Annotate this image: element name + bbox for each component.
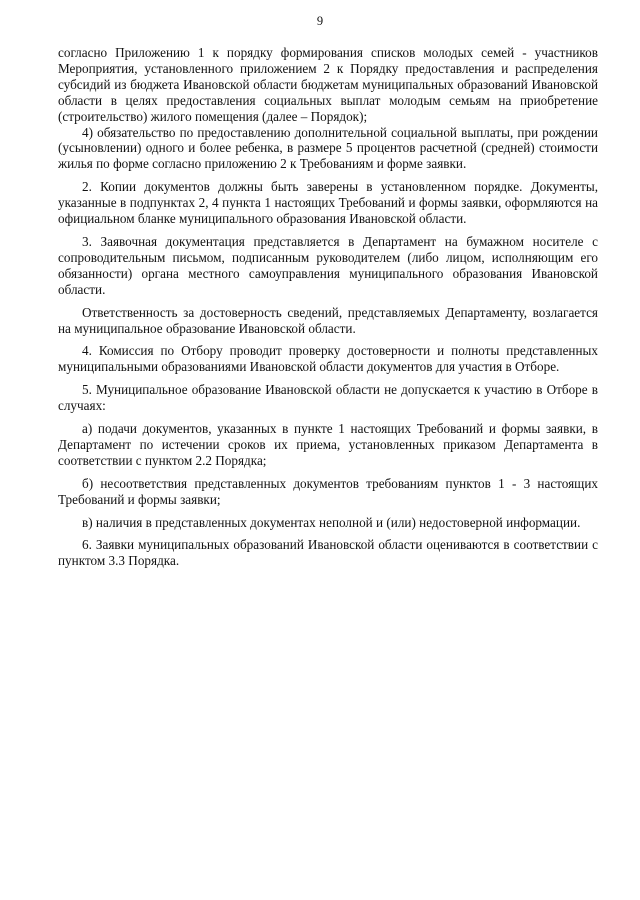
paragraph-5b: б) несоответствия представленных документов требованиям пунктов 1 - 3 настоящих Требований и формы заявки; <box>58 475 598 507</box>
paragraph-4-commission: 4. Комиссия по Отбору проводит проверку достоверности и полноты представленных муниципальными образованиями Ивановской области документов для участия в Отборе. <box>58 343 598 375</box>
page-number: 9 <box>316 14 324 28</box>
paragraph-5a: а) подачи документов, указанных в пункте 1 настоящих Требований и формы заявки, в Департамент по истечении сроков их приема, установленных приказом Департамента в соответствии с пунктом 2.2 Порядка; <box>58 421 598 468</box>
document-body <box>58 45 598 569</box>
paragraph-item-4: 4) обязательство по предоставлению дополнительной социальной выплаты, при рождении (усыновлении) одного и более ребенка, в размере 5 процентов расчетной (средней) стоимости жилья по форме согласно приложению 2 к Требованиям и форме заявки. <box>58 124 598 172</box>
paragraph-6-evaluation: 6. Заявки муниципальных образований Ивановской области оцениваются в соответствии с пунктом 3.3 Порядка. <box>58 537 598 569</box>
paragraph-5-not-admitted: 5. Муниципальное образование Ивановской области не допускается к участию в Отборе в случаях: <box>58 382 598 414</box>
paragraph-continuation: согласно Приложению 1 к порядку формирования списков молодых семей - участников Мероприятия, установленного приложением 2 к Порядку предоставления и распределения субсидий из бюджета Ивановской области бюджетам муниципальных образований Ивановской области в целях предоставления социальных выплат молодым семьям на приобретение (строительство) жилого помещения (далее – Порядок); <box>58 45 598 124</box>
paragraph-responsibility: Ответственность за достоверность сведений, представляемых Департаменту, возлагается на муниципальное образование Ивановской области. <box>58 304 598 336</box>
paragraph-2-copies: 2. Копии документов должны быть заверены в установленном порядке. Документы, указанные в подпунктах 2, 4 пункта 1 настоящих Требований и формы заявки, оформляются на официальном бланке муниципального образования Ивановской области. <box>58 179 598 227</box>
paragraph-5c: в) наличия в представленных документах неполной и (или) недостоверной информации. <box>82 514 581 530</box>
paragraph-3-submission: 3. Заявочная документация представляется в Департамент на бумажном носителе с сопроводительным письмом, подписанным руководителем (либо лицом, исполняющим его обязанности) органа местного самоуправления муниципального образования Ивановской области. <box>58 233 598 297</box>
